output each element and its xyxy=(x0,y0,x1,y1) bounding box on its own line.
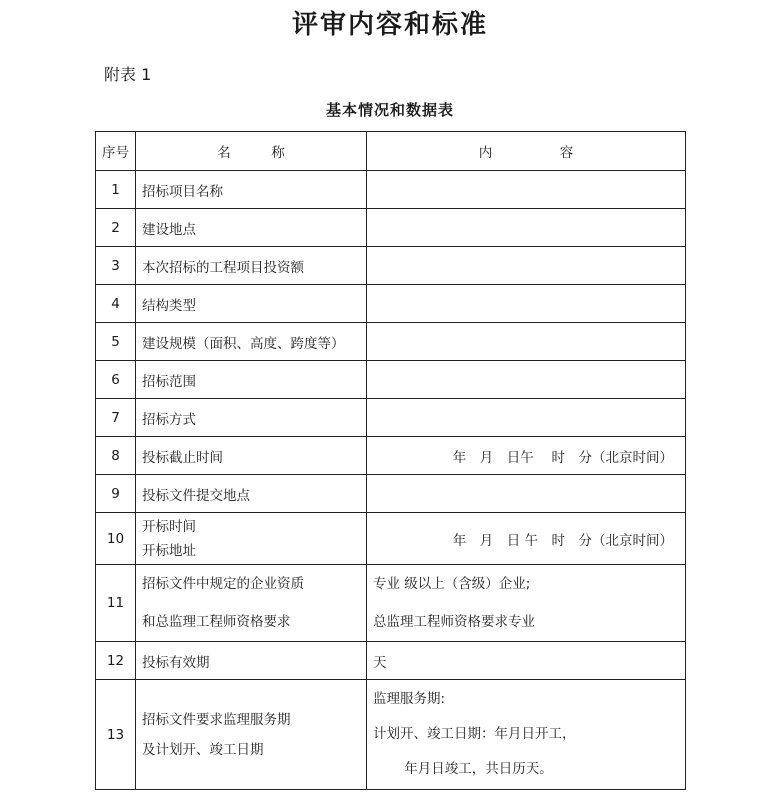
row-content-line: 天 xyxy=(373,654,387,671)
row-name-cell xyxy=(136,642,367,680)
header-content: 内 容 xyxy=(367,132,686,171)
row-name-line: 建设地点 xyxy=(142,221,196,238)
row-name-cell xyxy=(136,565,367,642)
row-content-cell xyxy=(367,680,686,790)
row-number: 5 xyxy=(96,323,136,361)
row-number: 11 xyxy=(96,565,136,642)
row-number: 8 xyxy=(96,437,136,475)
row-name-cell xyxy=(136,285,367,323)
row-content-cell xyxy=(367,437,686,475)
table-row xyxy=(96,565,686,642)
row-content-line: 计划开、竣工日期：年月日开工， xyxy=(373,726,576,742)
row-number: 6 xyxy=(96,361,136,399)
row-content-cell xyxy=(367,323,686,361)
table-row xyxy=(96,247,686,285)
row-content-line: 年月日竣工，共日历天。 xyxy=(373,761,553,777)
row-content-cell xyxy=(367,285,686,323)
table-row xyxy=(96,361,686,399)
row-number: 13 xyxy=(96,680,136,790)
row-content-line: 年 月 日午 时 分（北京时间） xyxy=(452,449,673,466)
row-name-line: 开标时间 xyxy=(142,518,196,535)
row-name-cell xyxy=(136,209,367,247)
row-name-line: 及计划开、竣工日期 xyxy=(142,741,264,758)
row-number: 10 xyxy=(96,513,136,565)
row-name-cell xyxy=(136,171,367,209)
table-row xyxy=(96,323,686,361)
row-name-line: 招标方式 xyxy=(142,411,196,428)
table-row xyxy=(96,399,686,437)
row-number: 7 xyxy=(96,399,136,437)
row-name-cell xyxy=(136,323,367,361)
row-content-line: 总监理工程师资格要求专业 xyxy=(373,614,535,630)
row-content-cell xyxy=(367,565,686,642)
row-name-cell xyxy=(136,437,367,475)
row-name-line: 投标有效期 xyxy=(142,654,210,671)
row-name-cell xyxy=(136,513,367,565)
row-content-cell xyxy=(367,171,686,209)
row-name-line: 投标截止时间 xyxy=(142,449,223,466)
row-content-cell xyxy=(367,209,686,247)
row-name-cell xyxy=(136,399,367,437)
row-name-cell xyxy=(136,475,367,513)
table-row xyxy=(96,513,686,565)
row-content-cell xyxy=(367,247,686,285)
table-row xyxy=(96,680,686,790)
row-content-cell xyxy=(367,475,686,513)
table-header-row xyxy=(96,132,686,171)
header-name: 名 称 xyxy=(136,132,367,171)
basic-info-table xyxy=(95,131,686,790)
row-content-cell xyxy=(367,642,686,680)
row-content-line: 监理服务期: xyxy=(373,691,446,707)
page-title: 评审内容和标准 xyxy=(291,10,488,40)
row-name-cell xyxy=(136,247,367,285)
row-content-cell xyxy=(367,361,686,399)
row-name-line: 开标地址 xyxy=(142,542,196,559)
row-name-line: 和总监理工程师资格要求 xyxy=(142,614,291,630)
table-caption: 基本情况和数据表 xyxy=(325,101,454,119)
table-row xyxy=(96,285,686,323)
row-number: 2 xyxy=(96,209,136,247)
row-name-line: 招标文件要求监理服务期 xyxy=(142,711,291,728)
attachment-label: 附表 1 xyxy=(104,65,152,84)
row-name-line: 建设规模（面积、高度、跨度等） xyxy=(142,335,345,352)
row-number: 4 xyxy=(96,285,136,323)
table-row xyxy=(96,437,686,475)
row-content-line: 专业 级以上（含级）企业; xyxy=(373,576,531,592)
row-name-cell xyxy=(136,361,367,399)
row-content-line: 年 月 日 午 时 分（北京时间） xyxy=(452,532,673,549)
row-name-line: 结构类型 xyxy=(142,297,196,314)
row-name-line: 本次招标的工程项目投资额 xyxy=(142,259,304,276)
row-name-line: 招标项目名称 xyxy=(142,183,223,200)
row-name-line: 招标范围 xyxy=(142,373,196,390)
row-number: 3 xyxy=(96,247,136,285)
header-no: 序号 xyxy=(96,132,136,171)
table-row xyxy=(96,475,686,513)
row-name-cell xyxy=(136,680,367,790)
row-content-cell xyxy=(367,513,686,565)
row-content-cell xyxy=(367,399,686,437)
row-name-line: 招标文件中规定的企业资质 xyxy=(142,576,304,592)
table-row xyxy=(96,642,686,680)
table-row xyxy=(96,209,686,247)
row-number: 1 xyxy=(96,171,136,209)
row-number: 12 xyxy=(96,642,136,680)
row-name-line: 投标文件提交地点 xyxy=(142,487,250,504)
table-row xyxy=(96,171,686,209)
row-number: 9 xyxy=(96,475,136,513)
